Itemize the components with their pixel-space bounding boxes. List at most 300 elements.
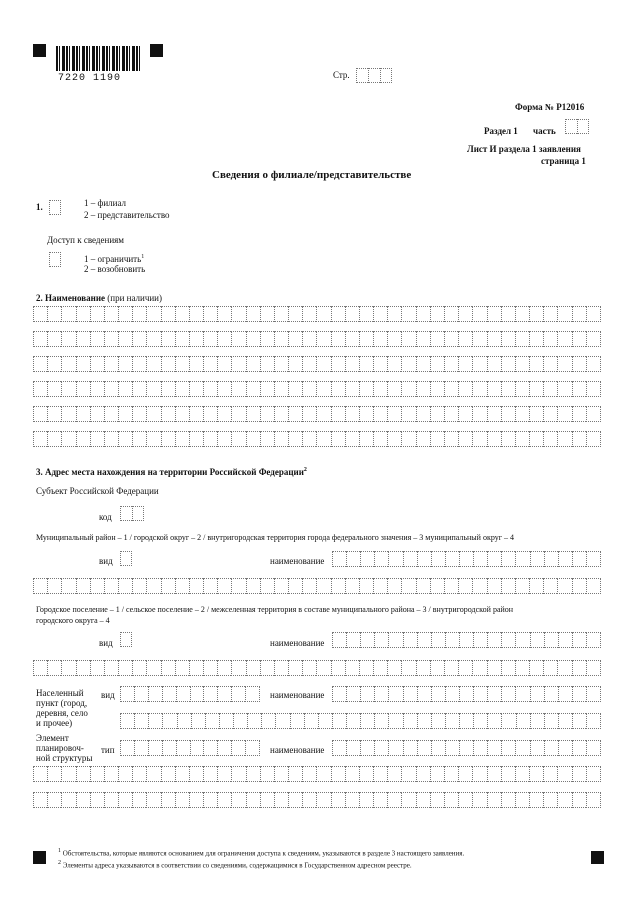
input-cell[interactable]: [217, 792, 231, 808]
input-cell[interactable]: [346, 740, 360, 756]
input-cell[interactable]: [290, 713, 304, 729]
input-cell[interactable]: [416, 431, 430, 447]
input-cell[interactable]: [90, 381, 104, 397]
input-cell[interactable]: [515, 740, 529, 756]
input-cell[interactable]: [360, 740, 374, 756]
input-cell[interactable]: [118, 792, 132, 808]
input-cell[interactable]: [360, 713, 374, 729]
input-cell[interactable]: [274, 792, 288, 808]
input-cell[interactable]: [458, 406, 472, 422]
input-cell[interactable]: [529, 306, 543, 322]
input-cell[interactable]: [47, 660, 61, 676]
input-cell[interactable]: [416, 331, 430, 347]
input-cell[interactable]: [472, 306, 486, 322]
input-cell[interactable]: [558, 740, 572, 756]
input-cell[interactable]: [246, 331, 260, 347]
input-cell[interactable]: [90, 578, 104, 594]
input-cell[interactable]: [217, 356, 231, 372]
input-cell[interactable]: [304, 713, 318, 729]
input-cell[interactable]: [501, 356, 515, 372]
input-cell[interactable]: [501, 406, 515, 422]
input-cell[interactable]: [543, 792, 557, 808]
input-cell[interactable]: [118, 660, 132, 676]
input-cell[interactable]: [431, 551, 445, 567]
input-cell[interactable]: [118, 381, 132, 397]
access-cell[interactable]: [49, 252, 61, 267]
input-cell[interactable]: [247, 713, 261, 729]
input-cell[interactable]: [417, 686, 431, 702]
input-cell[interactable]: [544, 686, 558, 702]
name-row-1[interactable]: [33, 306, 601, 322]
input-cell[interactable]: [316, 660, 330, 676]
input-cell[interactable]: [557, 766, 571, 782]
input-cell[interactable]: [403, 632, 417, 648]
input-cell[interactable]: [61, 381, 75, 397]
input-cell[interactable]: [572, 406, 586, 422]
input-cell[interactable]: [431, 632, 445, 648]
input-cell[interactable]: [472, 431, 486, 447]
input-cell[interactable]: [76, 306, 90, 322]
input-cell[interactable]: [47, 306, 61, 322]
input-cell[interactable]: [373, 306, 387, 322]
input-cell[interactable]: [444, 381, 458, 397]
input-cell[interactable]: [161, 306, 175, 322]
input-cell[interactable]: [288, 406, 302, 422]
input-cell[interactable]: [557, 406, 571, 422]
input-cell[interactable]: [231, 406, 245, 422]
input-cell[interactable]: [288, 306, 302, 322]
input-cell[interactable]: [104, 766, 118, 782]
input-cell[interactable]: [572, 578, 586, 594]
input-cell[interactable]: [345, 306, 359, 322]
input-cell[interactable]: [401, 578, 415, 594]
input-cell[interactable]: [586, 331, 601, 347]
input-cell[interactable]: [473, 632, 487, 648]
input-cell[interactable]: [472, 578, 486, 594]
input-cell[interactable]: [529, 578, 543, 594]
input-cell[interactable]: [431, 713, 445, 729]
input-cell[interactable]: [572, 331, 586, 347]
input-cell[interactable]: [161, 792, 175, 808]
input-cell[interactable]: [416, 381, 430, 397]
input-cell[interactable]: [388, 686, 402, 702]
input-cell[interactable]: [302, 766, 316, 782]
input-cell[interactable]: [401, 406, 415, 422]
part-cells[interactable]: [565, 119, 589, 134]
input-cell[interactable]: [430, 331, 444, 347]
input-cell[interactable]: [487, 431, 501, 447]
input-cell[interactable]: [487, 660, 501, 676]
input-cell[interactable]: [572, 686, 586, 702]
input-cell[interactable]: [445, 740, 459, 756]
input-cell[interactable]: [274, 578, 288, 594]
input-cell[interactable]: [90, 406, 104, 422]
page-number-cells[interactable]: [356, 68, 392, 83]
input-cell[interactable]: [416, 578, 430, 594]
input-cell[interactable]: [132, 306, 146, 322]
region-code-cells[interactable]: [120, 506, 144, 521]
input-cell[interactable]: [162, 686, 176, 702]
input-cell[interactable]: [543, 356, 557, 372]
input-cell[interactable]: [345, 406, 359, 422]
input-cell[interactable]: [416, 306, 430, 322]
input-cell[interactable]: [161, 578, 175, 594]
input-cell[interactable]: [260, 431, 274, 447]
input-cell[interactable]: [260, 381, 274, 397]
input-cell[interactable]: [316, 406, 330, 422]
input-cell[interactable]: [90, 331, 104, 347]
input-cell[interactable]: [487, 381, 501, 397]
input-cell[interactable]: [90, 766, 104, 782]
input-cell[interactable]: [388, 632, 402, 648]
input-cell[interactable]: [217, 660, 231, 676]
settlement-name-row-1[interactable]: [332, 632, 601, 648]
input-cell[interactable]: [332, 713, 346, 729]
input-cell[interactable]: [177, 713, 191, 729]
input-cell[interactable]: [459, 740, 473, 756]
input-cell[interactable]: [104, 792, 118, 808]
input-cell[interactable]: [473, 551, 487, 567]
input-cell[interactable]: [189, 356, 203, 372]
input-cell[interactable]: [118, 431, 132, 447]
input-cell[interactable]: [515, 766, 529, 782]
input-cell[interactable]: [175, 431, 189, 447]
input-cell[interactable]: [501, 551, 515, 567]
input-cell[interactable]: [233, 713, 247, 729]
input-cell[interactable]: [274, 660, 288, 676]
input-cell[interactable]: [217, 740, 231, 756]
input-cell[interactable]: [529, 356, 543, 372]
input-cell[interactable]: [544, 740, 558, 756]
input-cell[interactable]: [472, 331, 486, 347]
input-cell[interactable]: [118, 306, 132, 322]
input-cell[interactable]: [558, 632, 572, 648]
input-cell[interactable]: [288, 578, 302, 594]
settlement-kind-cell[interactable]: [120, 632, 132, 647]
input-cell[interactable]: [515, 578, 529, 594]
input-cell[interactable]: [47, 406, 61, 422]
input-cell[interactable]: [47, 766, 61, 782]
input-cell[interactable]: [76, 381, 90, 397]
input-cell[interactable]: [231, 306, 245, 322]
input-cell[interactable]: [33, 431, 47, 447]
input-cell[interactable]: [61, 660, 75, 676]
input-cell[interactable]: [175, 766, 189, 782]
input-cell[interactable]: [345, 660, 359, 676]
input-cell[interactable]: [316, 766, 330, 782]
input-cell[interactable]: [231, 660, 245, 676]
input-cell[interactable]: [331, 406, 345, 422]
input-cell[interactable]: [134, 740, 148, 756]
input-cell[interactable]: [120, 740, 134, 756]
municipal-name-row-2[interactable]: [33, 578, 601, 594]
input-cell[interactable]: [47, 381, 61, 397]
input-cell[interactable]: [318, 713, 332, 729]
input-cell[interactable]: [104, 578, 118, 594]
input-cell[interactable]: [302, 306, 316, 322]
element-name-row-3[interactable]: [33, 792, 601, 808]
input-cell[interactable]: [176, 686, 190, 702]
input-cell[interactable]: [387, 381, 401, 397]
input-cell[interactable]: [47, 431, 61, 447]
input-cell[interactable]: [175, 578, 189, 594]
input-cell[interactable]: [132, 792, 146, 808]
input-cell[interactable]: [417, 740, 431, 756]
input-cell[interactable]: [346, 686, 360, 702]
input-cell[interactable]: [544, 632, 558, 648]
input-cell[interactable]: [373, 660, 387, 676]
input-cell[interactable]: [246, 792, 260, 808]
input-cell[interactable]: [444, 331, 458, 347]
input-cell[interactable]: [516, 713, 530, 729]
input-cell[interactable]: [586, 306, 601, 322]
input-cell[interactable]: [557, 431, 571, 447]
input-cell[interactable]: [316, 431, 330, 447]
input-cell[interactable]: [401, 356, 415, 372]
input-cell[interactable]: [61, 406, 75, 422]
input-cell[interactable]: [530, 686, 544, 702]
input-cell[interactable]: [146, 766, 160, 782]
input-cell[interactable]: [260, 766, 274, 782]
input-cell[interactable]: [558, 551, 572, 567]
input-cell[interactable]: [175, 792, 189, 808]
input-cell[interactable]: [586, 686, 601, 702]
locality-name-row-1[interactable]: [332, 686, 601, 702]
input-cell[interactable]: [501, 306, 515, 322]
input-cell[interactable]: [260, 406, 274, 422]
input-cell[interactable]: [331, 306, 345, 322]
input-cell[interactable]: [501, 578, 515, 594]
input-cell[interactable]: [104, 381, 118, 397]
input-cell[interactable]: [388, 551, 402, 567]
input-cell[interactable]: [543, 381, 557, 397]
input-cell[interactable]: [444, 356, 458, 372]
input-cell[interactable]: [76, 331, 90, 347]
input-cell[interactable]: [487, 632, 501, 648]
input-cell[interactable]: [231, 331, 245, 347]
input-cell[interactable]: [191, 713, 205, 729]
input-cell[interactable]: [472, 766, 486, 782]
input-cell[interactable]: [47, 356, 61, 372]
input-cell[interactable]: [360, 632, 374, 648]
input-cell[interactable]: [190, 740, 204, 756]
input-cell[interactable]: [176, 740, 190, 756]
input-cell[interactable]: [118, 331, 132, 347]
input-cell[interactable]: [203, 431, 217, 447]
input-cell[interactable]: [132, 356, 146, 372]
input-cell[interactable]: [175, 406, 189, 422]
input-cell[interactable]: [458, 792, 472, 808]
input-cell[interactable]: [515, 381, 529, 397]
input-cell[interactable]: [345, 792, 359, 808]
input-cell[interactable]: [231, 431, 245, 447]
input-cell[interactable]: [473, 686, 487, 702]
input-cell[interactable]: [331, 792, 345, 808]
input-cell[interactable]: [529, 766, 543, 782]
input-cell[interactable]: [288, 766, 302, 782]
input-cell[interactable]: [515, 356, 529, 372]
input-cell[interactable]: [132, 578, 146, 594]
input-cell[interactable]: [260, 792, 274, 808]
input-cell[interactable]: [543, 406, 557, 422]
input-cell[interactable]: [302, 431, 316, 447]
input-cell[interactable]: [445, 551, 459, 567]
input-cell[interactable]: [359, 381, 373, 397]
input-cell[interactable]: [458, 331, 472, 347]
input-cell[interactable]: [118, 356, 132, 372]
input-cell[interactable]: [274, 431, 288, 447]
input-cell[interactable]: [332, 632, 346, 648]
input-cell[interactable]: [189, 578, 203, 594]
input-cell[interactable]: [217, 431, 231, 447]
input-cell[interactable]: [316, 306, 330, 322]
input-cell[interactable]: [388, 713, 402, 729]
input-cell[interactable]: [346, 713, 360, 729]
input-cell[interactable]: [120, 686, 134, 702]
input-cell[interactable]: [132, 381, 146, 397]
input-cell[interactable]: [359, 792, 373, 808]
input-cell[interactable]: [245, 686, 260, 702]
input-cell[interactable]: [331, 331, 345, 347]
input-cell[interactable]: [586, 713, 601, 729]
input-cell[interactable]: [161, 766, 175, 782]
input-cell[interactable]: [430, 306, 444, 322]
input-cell[interactable]: [359, 578, 373, 594]
input-cell[interactable]: [274, 356, 288, 372]
input-cell[interactable]: [331, 660, 345, 676]
input-cell[interactable]: [90, 306, 104, 322]
input-cell[interactable]: [572, 632, 586, 648]
input-cell[interactable]: [501, 740, 515, 756]
input-cell[interactable]: [217, 381, 231, 397]
input-cell[interactable]: [246, 306, 260, 322]
input-cell[interactable]: [288, 792, 302, 808]
input-cell[interactable]: [359, 766, 373, 782]
input-cell[interactable]: [557, 792, 571, 808]
input-cell[interactable]: [161, 381, 175, 397]
input-cell[interactable]: [246, 406, 260, 422]
input-cell[interactable]: [572, 431, 586, 447]
input-cell[interactable]: [387, 331, 401, 347]
input-cell[interactable]: [161, 356, 175, 372]
input-cell[interactable]: [261, 713, 275, 729]
input-cell[interactable]: [515, 331, 529, 347]
input-cell[interactable]: [360, 686, 374, 702]
input-cell[interactable]: [189, 406, 203, 422]
input-cell[interactable]: [401, 431, 415, 447]
input-cell[interactable]: [374, 740, 388, 756]
input-cell[interactable]: [444, 578, 458, 594]
input-cell[interactable]: [557, 660, 571, 676]
input-cell[interactable]: [76, 406, 90, 422]
input-cell[interactable]: [586, 578, 601, 594]
input-cell[interactable]: [104, 356, 118, 372]
input-cell[interactable]: [331, 578, 345, 594]
input-cell[interactable]: [544, 551, 558, 567]
input-cell[interactable]: [175, 306, 189, 322]
input-cell[interactable]: [445, 686, 459, 702]
input-cell[interactable]: [203, 578, 217, 594]
input-cell[interactable]: [417, 551, 431, 567]
input-cell[interactable]: [472, 660, 486, 676]
input-cell[interactable]: [487, 792, 501, 808]
input-cell[interactable]: [401, 660, 415, 676]
input-cell[interactable]: [373, 431, 387, 447]
input-cell[interactable]: [148, 740, 162, 756]
input-cell[interactable]: [332, 740, 346, 756]
input-cell[interactable]: [302, 356, 316, 372]
input-cell[interactable]: [401, 381, 415, 397]
input-cell[interactable]: [530, 632, 544, 648]
input-cell[interactable]: [90, 792, 104, 808]
input-cell[interactable]: [373, 331, 387, 347]
input-cell[interactable]: [543, 306, 557, 322]
input-cell[interactable]: [246, 431, 260, 447]
input-cell[interactable]: [118, 578, 132, 594]
input-cell[interactable]: [90, 356, 104, 372]
input-cell[interactable]: [444, 306, 458, 322]
input-cell[interactable]: [501, 686, 515, 702]
input-cell[interactable]: [557, 356, 571, 372]
name-row-6[interactable]: [33, 431, 601, 447]
input-cell[interactable]: [189, 306, 203, 322]
input-cell[interactable]: [387, 792, 401, 808]
input-cell[interactable]: [205, 713, 219, 729]
input-cell[interactable]: [458, 356, 472, 372]
input-cell[interactable]: [472, 356, 486, 372]
input-cell[interactable]: [557, 381, 571, 397]
input-cell[interactable]: [203, 660, 217, 676]
input-cell[interactable]: [33, 660, 47, 676]
input-cell[interactable]: [104, 306, 118, 322]
input-cell[interactable]: [132, 660, 146, 676]
input-cell[interactable]: [274, 766, 288, 782]
input-cell[interactable]: [217, 406, 231, 422]
name-row-4[interactable]: [33, 381, 601, 397]
municipal-name-row-1[interactable]: [332, 551, 601, 567]
input-cell[interactable]: [403, 713, 417, 729]
input-cell[interactable]: [134, 686, 148, 702]
input-cell[interactable]: [487, 356, 501, 372]
input-cell[interactable]: [47, 331, 61, 347]
input-cell[interactable]: [401, 331, 415, 347]
input-cell[interactable]: [543, 578, 557, 594]
input-cell[interactable]: [359, 406, 373, 422]
input-cell[interactable]: [387, 431, 401, 447]
input-cell[interactable]: [472, 406, 486, 422]
input-cell[interactable]: [61, 331, 75, 347]
input-cell[interactable]: [401, 306, 415, 322]
input-cell[interactable]: [302, 331, 316, 347]
input-cell[interactable]: [515, 406, 529, 422]
input-cell[interactable]: [47, 792, 61, 808]
input-cell[interactable]: [346, 551, 360, 567]
input-cell[interactable]: [146, 356, 160, 372]
input-cell[interactable]: [118, 406, 132, 422]
input-cell[interactable]: [246, 660, 260, 676]
input-cell[interactable]: [203, 381, 217, 397]
input-cell[interactable]: [61, 578, 75, 594]
input-cell[interactable]: [458, 766, 472, 782]
input-cell[interactable]: [444, 431, 458, 447]
input-cell[interactable]: [146, 660, 160, 676]
settlement-name-row-2[interactable]: [33, 660, 601, 676]
input-cell[interactable]: [572, 766, 586, 782]
input-cell[interactable]: [529, 406, 543, 422]
input-cell[interactable]: [132, 431, 146, 447]
input-cell[interactable]: [231, 766, 245, 782]
input-cell[interactable]: [515, 431, 529, 447]
